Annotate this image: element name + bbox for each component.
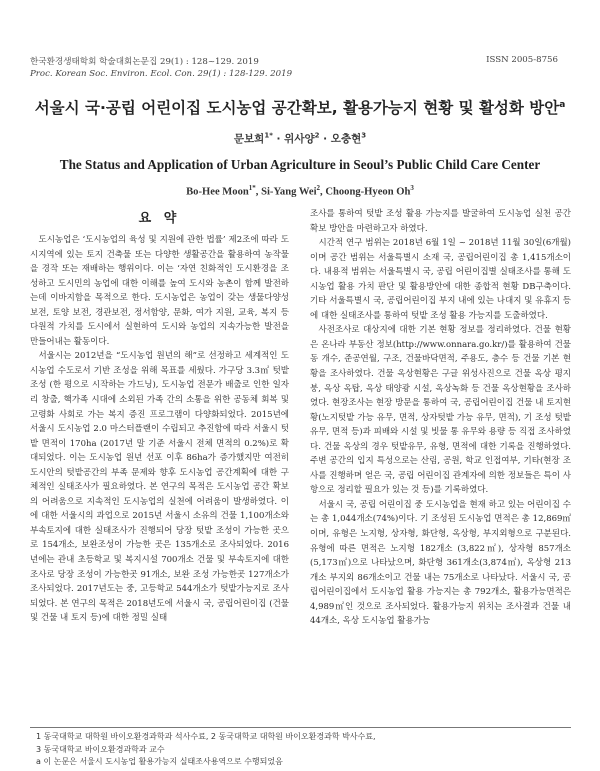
author-en-1: Bo-Hee Moon xyxy=(186,186,249,198)
author-separator: · xyxy=(319,133,331,145)
author-separator: , xyxy=(255,186,262,198)
author-en-3-affil: 3 xyxy=(410,184,414,192)
author-ko-3: 오충현 xyxy=(330,133,362,145)
author-en-3: Choong-Hyeon Oh xyxy=(325,186,411,198)
author-separator: · xyxy=(272,133,285,145)
right-column xyxy=(310,207,571,629)
authors-korean xyxy=(0,131,600,146)
issn-label: ISSN 2005-8756 xyxy=(486,55,558,65)
body-paragraph-continued: 조사를 통하여 텃밭 조성 활용 가능지를 발굴하여 도시농업 실천 공간 확보 방안을 마련하고자 하였다. xyxy=(310,209,571,234)
body-paragraph: 서울시 국, 공립 어린이집 중 도시농업을 현재 하고 있는 어린이집 수는 총 1,044개소(74%)이다. 기 조성된 도시농업 면적은 총 12,869㎡이며, 유형은 노지형, 상자형, 화단형, 옥상형, 부지외형으로 구분된다. 유형에 따른 면적은 노지형 182개소 (3,822㎡), 상자형 857개소(5,173㎡)으로 나타났으며, 화단형 361개소(3,874㎡), 옥상형 213개소 부지외 86개소이고 건물 내는 75개소로 나타났다. 서울시 국, 공립어린이집에서 도시농업 활용 가능지는 총 792개소, 활용가능면적은 4,989㎡인 것으로 조사되었다. 활용가능지 위치는 조사결과 건물 내 44개소, 옥상 도시농업 활용가능 xyxy=(310,499,571,627)
paper-title-korean xyxy=(0,96,600,118)
footnote-item: a 이 논문은 서울시 도시농업 활용가능지 실태조사용역으로 수행되었음 xyxy=(36,757,283,766)
footnotes xyxy=(36,731,571,769)
abstract-heading: 요 약 xyxy=(138,211,181,226)
footnote-item: 3 동국대학교 바이오환경과학과 교수 xyxy=(36,744,165,754)
title-ko-text: 서울시 국·공립 어린이집 도시농업 공간확보, 활용가능지 현황 및 활성화 방안 xyxy=(34,99,560,117)
authors-english xyxy=(0,184,600,198)
body-paragraph: 도시농업은 ‘도시농업의 육성 및 지원에 관한 법률’ 제2조에 따라 도시지역에 있는 토지 건축물 또는 다양한 생활공간을 활용하여 농작물을 경작 또는 재배하는 행위이다. 이는 ‘자연 친화적인 도시환경을 조성하고 도시민의 농업에 대한 이해를 높여 도시와 농촌이 함께 발전하는데 이바지함을 목적으로 한다. 도시농업은 농업이 갖는 생물다양성 보전, 토양 보전, 경관보전, 정서함양, 문화, 여가 지원, 교육, 복지 등 다원적 가치를 도시에서 실현하여 도시와 농업의 지속가능한 발전을 만들어내는 활동이다. xyxy=(30,235,289,347)
journal-header-english: Proc. Korean Soc. Environ. Ecol. Con. 29(1) : 128-129. 2019 xyxy=(30,69,293,79)
paper-title-english: The Status and Application of Urban Agriculture in Seoul’s Public Child Care Center xyxy=(59,157,541,172)
footnote-divider xyxy=(30,727,571,728)
author-ko-2-affil: 2 xyxy=(314,131,320,140)
author-en-1-affil: 1* xyxy=(248,184,256,192)
author-ko-3-affil: 3 xyxy=(361,131,367,140)
author-ko-1-affil: 1* xyxy=(264,131,273,140)
author-separator: , xyxy=(320,186,326,198)
body-paragraph: 사전조사로 대상지에 대한 기본 현황 정보를 정리하였다. 건물 현황은 온나라 부동산 정보(http://www.onnara.go.kr/)를 활용하여 건물 동 개수, 준공연월, 구조, 건물바닥면적, 주용도, 층수 등 건물 기본 현황을 조사하였다. 건물 옥상현황은 구글 위성사진으로 건물 옥상 평지붕, 옥상 옥탑, 옥상 태양광 시설, 옥상녹화 등 건물 옥상현황을 조사하였다. 현장조사는 현장 방문을 통하여 국, 공립어린이집 건물 내 토지현황(노지텃밭 가능 유무, 면적, 상자텃밭 가능 유무, 면적), 기 조성 텃밭 유무, 면적 등)과 피배와 시설 및 빗물 통 유무와 용량 등 직접 조사하였다. 건물 옥상의 경우 텃밭유무, 유형, 면적에 대한 기록을 진행하였다. 주변 공간의 입지 특성으로는 산림, 공원, 학교 인접여부, 기타(현장 조사를 진행하며 얻은 국, 공립 어린이집 관계자에 의한 정보들은 특이 사항으로 정리할 필요가 있는 것 등)를 기록하였다. xyxy=(310,325,571,496)
left-column xyxy=(30,233,289,626)
title-footnote-mark: a xyxy=(559,99,566,110)
author-ko-2: 위사양 xyxy=(284,133,315,145)
author-en-2: Si-Yang Wei xyxy=(261,186,317,198)
author-ko-1: 문보희 xyxy=(233,133,265,145)
body-paragraph: 서울시는 2012년을 “도시농업 원년의 해”로 선정하고 세계적인 도시농업 수도로서 기반 조성을 위해 목표를 세웠다. 가구당 3.3㎡ 텃밭 조성 (한 평으로 시작하는 가드닝), 도시농업 전문가 배출로 인한 일자리 창출, 핵가족 시대에 소외된 가족 간의 소통을 위한 공동체 회복 및 고령화 사회로 가는 복지 증진 프로그램이 다양화되었다. 2015년에 서울시 도시농업 2.0 마스터플랜이 수립되고 추진함에 따라 서울시 텃밭 면적이 170ha (2017년 말 기준 서울시 전체 면적의 0.2%)로 확대되었다. 이는 도시농업 원년 선포 이후 86ha가 증가했지만 여전히 도시안의 텃밭공간의 부족 문제와 향후 도시농업 공간계획에 대한 구체적인 실태조사가 필요하였다. 본 연구의 목적은 도시농업 공간 확보의 어려움으로 지속적인 도시농업의 실천에 어려움이 발생하였다. 이에 대한 서울시의 과업으로 2015년 서울시 소유의 건물 1,100개소와 부속토지에 대한 실태조사가 진행되어 당장 텃밭 조성이 가능한 곳으로 154개소, 보완조성이 가능한 곳은 135개소로 조사되었다. 2016년에는 관내 초등학교 및 복지시설 700개소 건물 및 부속토지에 대한 조사로 당장 조성이 가능한곳 91개소, 보완 조성 가능한곳 127개소가 조사되었다. 2017년도는 중, 고등학교 544개소가 텃밭가능지로 조사되었다. 본 연구의 목적은 2018년도에 서울시 국, 공립어린이집 (건물 및 건물 내 토지 등)에 대한 정밀 실태 xyxy=(30,351,289,624)
body-paragraph: 시간적 연구 범위는 2018년 6월 1일 ~ 2018년 11월 30일(6개월)이며 공간 범위는 서울특별시 소재 국, 공립어린이집 총 1,415개소이다. 내용적 범위는 서울특별시 국, 공립 어린이집별 실태조사를 통해 도시농업 활용 가치 판단 및 활용방안에 대한 종합적 현황 DB구축이다. 기타 서울특별시 국, 공립어린이집 부지 내에 있는 나대지 및 유휴지 등에 대한 실태조사를 통하여 텃밭 조성 활용 가능지를 도출하였다. xyxy=(310,238,571,321)
footnote-item: 1 동국대학교 대학원 바이오환경과학과 석사수료, 2 동국대학교 대학원 바이오환경과학 박사수료, xyxy=(36,732,376,741)
author-en-2-affil: 2 xyxy=(316,184,321,192)
journal-header-korean: 한국환경생태학회 학술대회논문집 29(1) : 128~129. 2019 xyxy=(30,57,259,67)
